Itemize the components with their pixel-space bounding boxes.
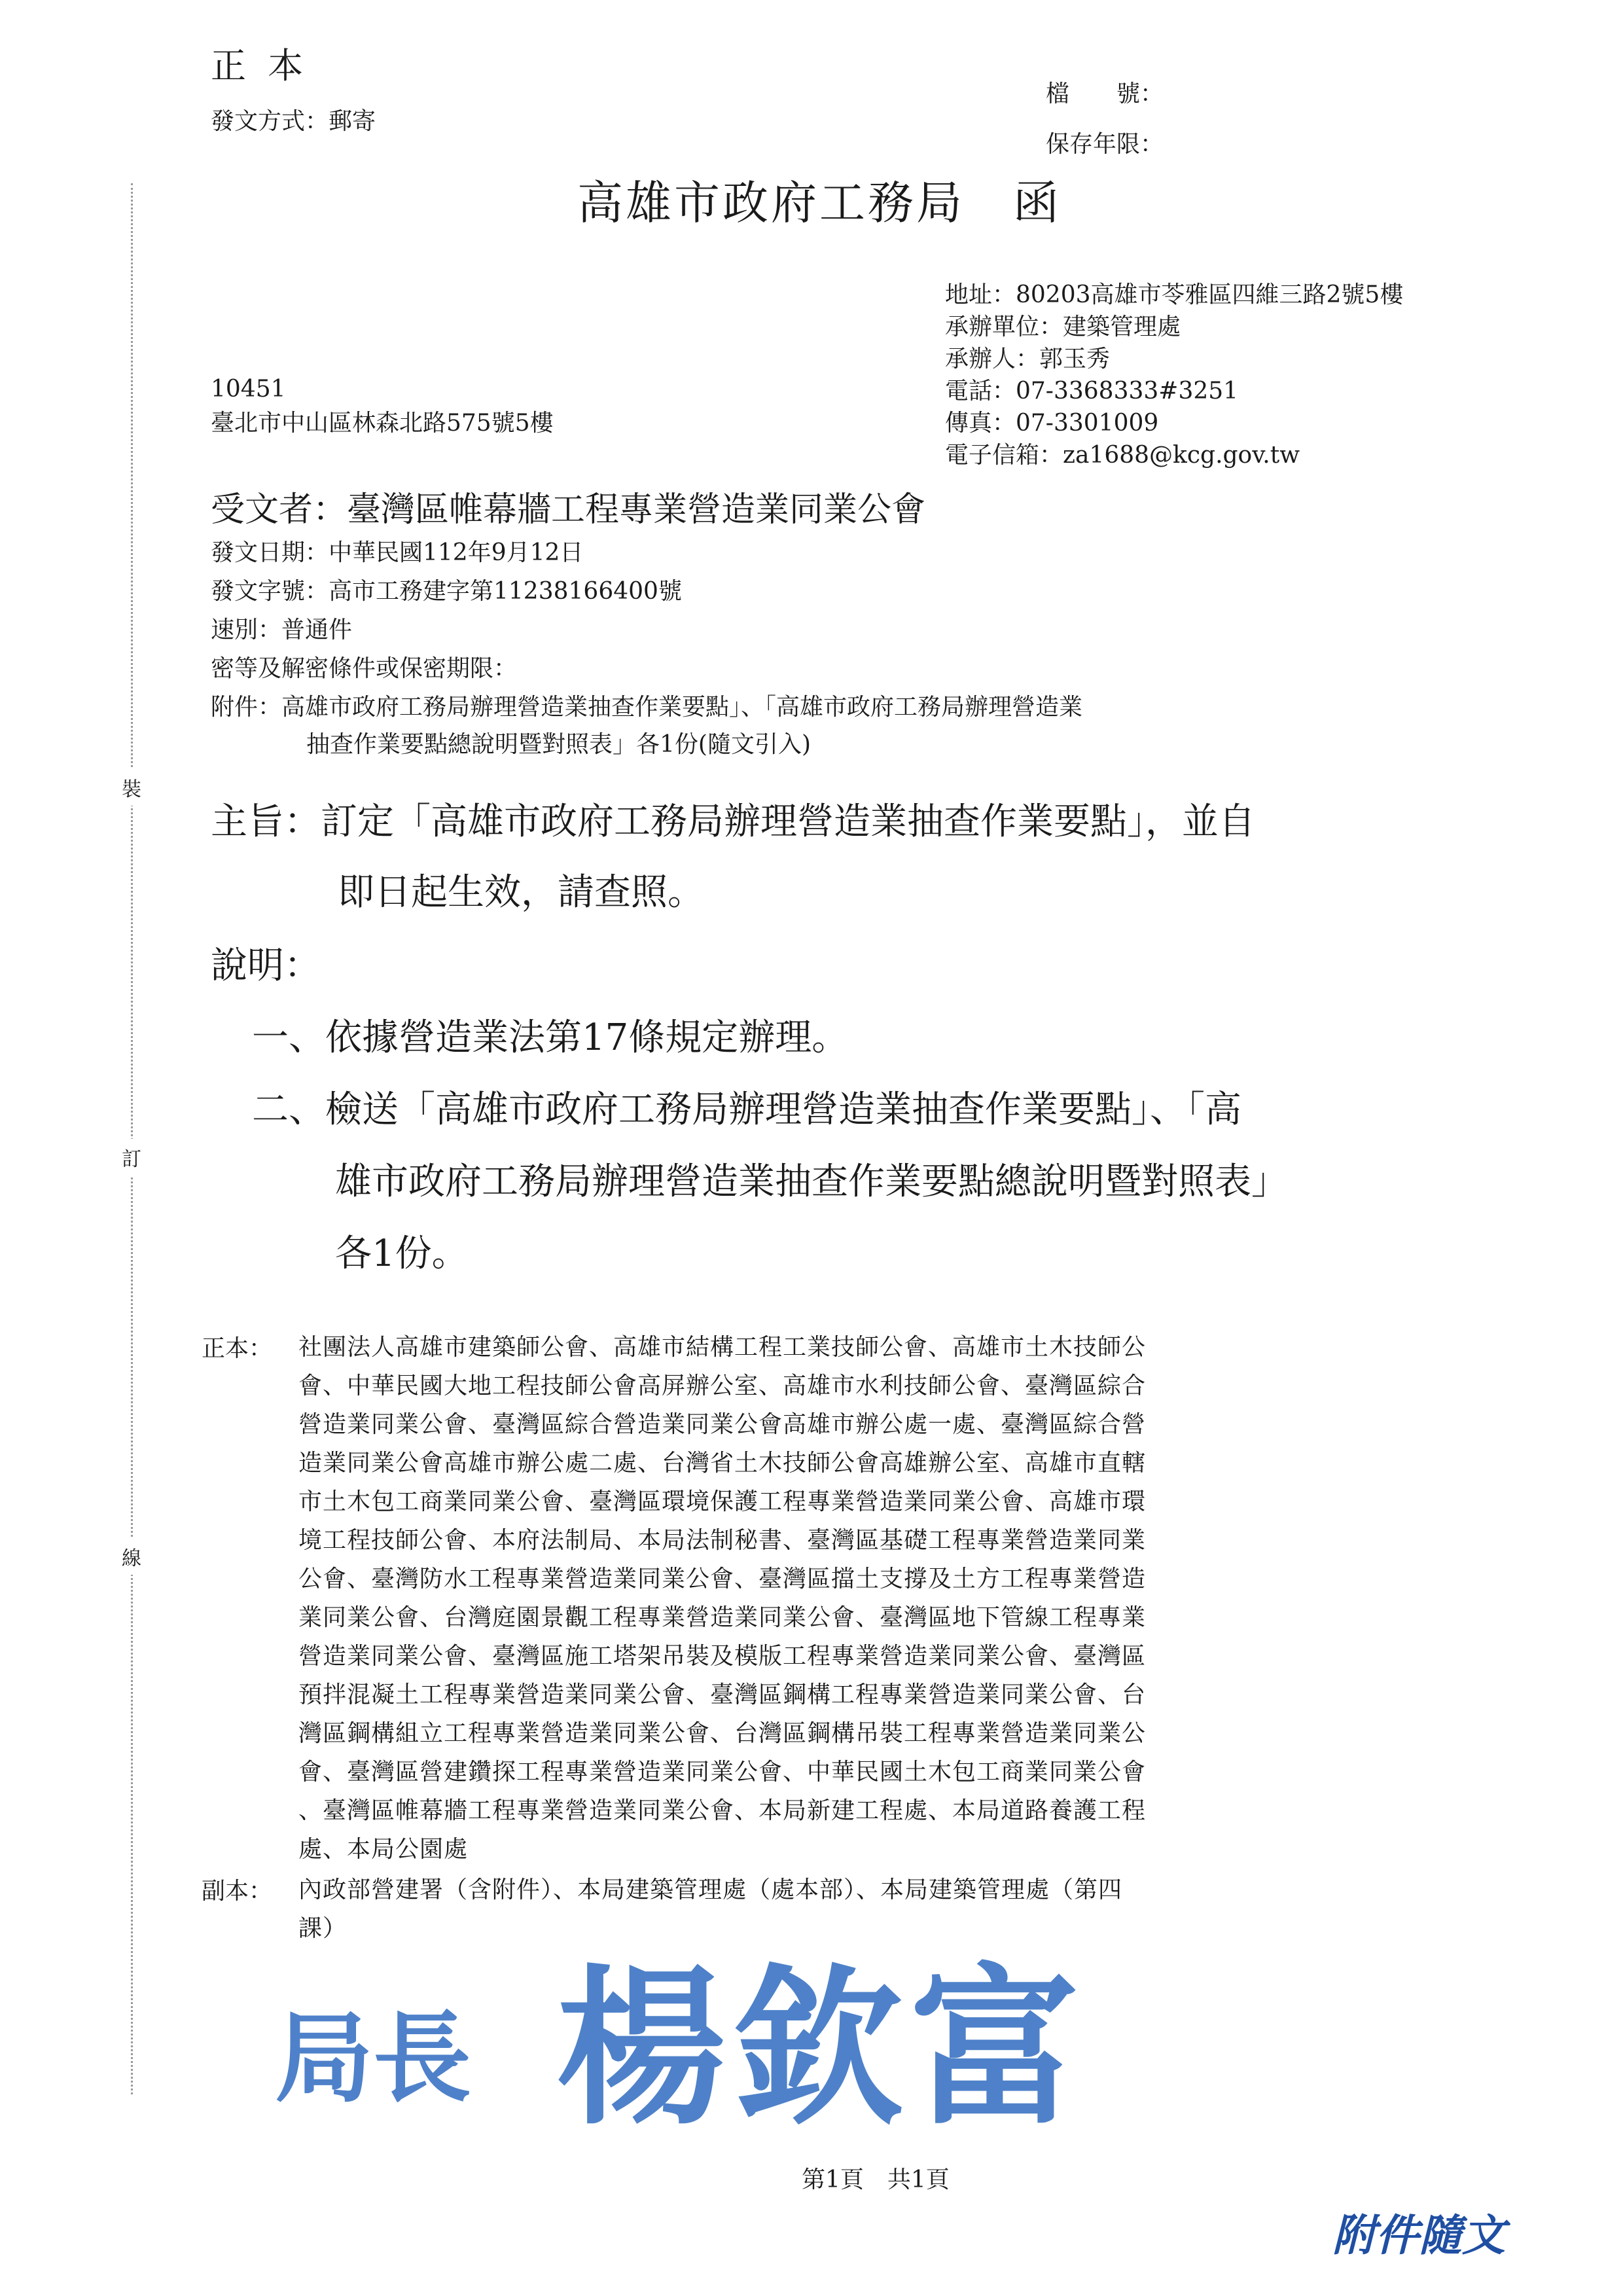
- binding-mark-ding: 訂: [122, 1139, 141, 1175]
- copy-recipients-list: [298, 1875, 1463, 1952]
- send-method: 發文方式：郵寄: [211, 108, 376, 135]
- sender-unit: 承辦單位：建築管理處: [945, 314, 1181, 340]
- binding-mark-xian: 線: [122, 1538, 141, 1575]
- retention-period-label: 保存年限：: [1046, 131, 1164, 158]
- explanation-item-2-line-1: 二、檢送「高雄市政府工務局辦理營造業抽查作業要點」、「高: [252, 1088, 1241, 1131]
- signature-name-seal: 楊欽富: [556, 1948, 1086, 2148]
- issue-date: 發文日期：中華民國112年9月12日: [211, 539, 584, 566]
- original-recipients-line: 境工程技師公會、本府法制局、本局法制秘書、臺灣區基礎工程專業營造業同業: [298, 1527, 1147, 1554]
- original-recipients-label: 正本：: [202, 1335, 273, 1362]
- attachment-line-2: 抽查作業要點總說明暨對照表」各1份(隨文引入): [306, 731, 811, 758]
- copy-recipients-line: 內政部營建署（含附件）、本局建築管理處（處本部）、本局建築管理處（第四: [298, 1876, 1123, 1903]
- original-recipients-line: 預拌混凝土工程專業營造業同業公會、臺灣區鋼構工程專業營造業同業公會、台: [298, 1681, 1147, 1708]
- original-recipients-line: 造業同業公會高雄市辦公處二處、台灣省土木技師公會高雄辦公室、高雄市直轄: [298, 1450, 1147, 1477]
- document-title: 高雄市政府工務局 函: [577, 176, 1061, 230]
- copy-type-label: 正 本: [211, 45, 309, 86]
- recipient-postal-code: 10451: [211, 376, 286, 403]
- page-number: 第1頁 共1頁: [802, 2166, 950, 2193]
- explanation-heading: 說明：: [211, 944, 321, 987]
- signature-title-seal: 局長: [275, 2001, 472, 2116]
- explanation-item-2-line-2: 雄市政府工務局辦理營造業抽查作業要點總說明暨對照表」: [335, 1160, 1288, 1203]
- recipient-name: 受文者：臺灣區帷幕牆工程專業營造業同業公會: [211, 490, 926, 529]
- original-recipients-line: 會、臺灣區營建鑽探工程專業營造業同業公會、中華民國土木包工商業同業公會: [298, 1759, 1147, 1785]
- subject-line-1: 主旨：訂定「高雄市政府工務局辦理營造業抽查作業要點」，並自: [211, 800, 1255, 843]
- binding-mark-zhuang: 裝: [122, 769, 141, 806]
- security-level: 密等及解密條件或保密期限：: [211, 655, 518, 682]
- original-recipients-line: 社團法人高雄市建築師公會、高雄市結構工程工業技師公會、高雄市土木技師公: [298, 1334, 1147, 1361]
- original-recipients-line: 營造業同業公會、臺灣區綜合營造業同業公會高雄市辦公處一處、臺灣區綜合營: [298, 1411, 1147, 1438]
- explanation-item-1: 一、依據營造業法第17條規定辦理。: [252, 1016, 849, 1059]
- recipient-address: 臺北市中山區林森北路575號5樓: [211, 410, 554, 437]
- document-number: 發文字號：高市工務建字第11238166400號: [211, 578, 682, 605]
- original-recipients-line: 營造業同業公會、臺灣區施工塔架吊裝及模版工程專業營造業同業公會、臺灣區: [298, 1643, 1147, 1670]
- explanation-item-2-line-3: 各1份。: [335, 1232, 469, 1275]
- speed-class: 速別：普通件: [211, 617, 353, 643]
- attachment-line-1: 附件：高雄市政府工務局辦理營造業抽查作業要點」、「高雄市政府工務局辦理營造業: [211, 694, 1083, 721]
- sender-phone: 電話：07-3368333#3251: [945, 378, 1239, 404]
- sender-contact-person: 承辦人：郭玉秀: [945, 346, 1111, 372]
- original-recipients-list: [298, 1333, 1463, 1873]
- file-number-label: 檔 號：: [1046, 81, 1164, 107]
- copy-recipients-label: 副本：: [202, 1878, 273, 1905]
- original-recipients-line: 灣區鋼構組立工程專業營造業同業公會、台灣區鋼構吊裝工程專業營造業同業公: [298, 1720, 1147, 1747]
- original-recipients-line: 業同業公會、台灣庭園景觀工程專業營造業同業公會、臺灣區地下管線工程專業: [298, 1604, 1147, 1631]
- sender-fax: 傳真：07-3301009: [945, 410, 1159, 437]
- original-recipients-line: 市土木包工商業同業公會、臺灣區環境保護工程專業營造業同業公會、高雄市環: [298, 1488, 1147, 1515]
- copy-recipients-line: 課）: [298, 1915, 348, 1942]
- original-recipients-line: 處、本局公園處: [298, 1836, 469, 1863]
- attachment-stamp: 附件隨文: [1332, 2210, 1505, 2261]
- original-recipients-line: 公會、臺灣防水工程專業營造業同業公會、臺灣區擋土支撐及土方工程專業營造: [298, 1566, 1147, 1592]
- sender-email: 電子信箱：za1688@kcg.gov.tw: [945, 442, 1300, 469]
- subject-line-2: 即日起生效，請查照。: [338, 871, 704, 914]
- original-recipients-line: 、臺灣區帷幕牆工程專業營造業同業公會、本局新建工程處、本局道路養護工程: [298, 1797, 1147, 1824]
- sender-address: 地址：80203高雄市苓雅區四維三路2號5樓: [945, 281, 1404, 308]
- original-recipients-line: 會、中華民國大地工程技師公會高屏辦公室、高雄市水利技師公會、臺灣區綜合: [298, 1372, 1147, 1399]
